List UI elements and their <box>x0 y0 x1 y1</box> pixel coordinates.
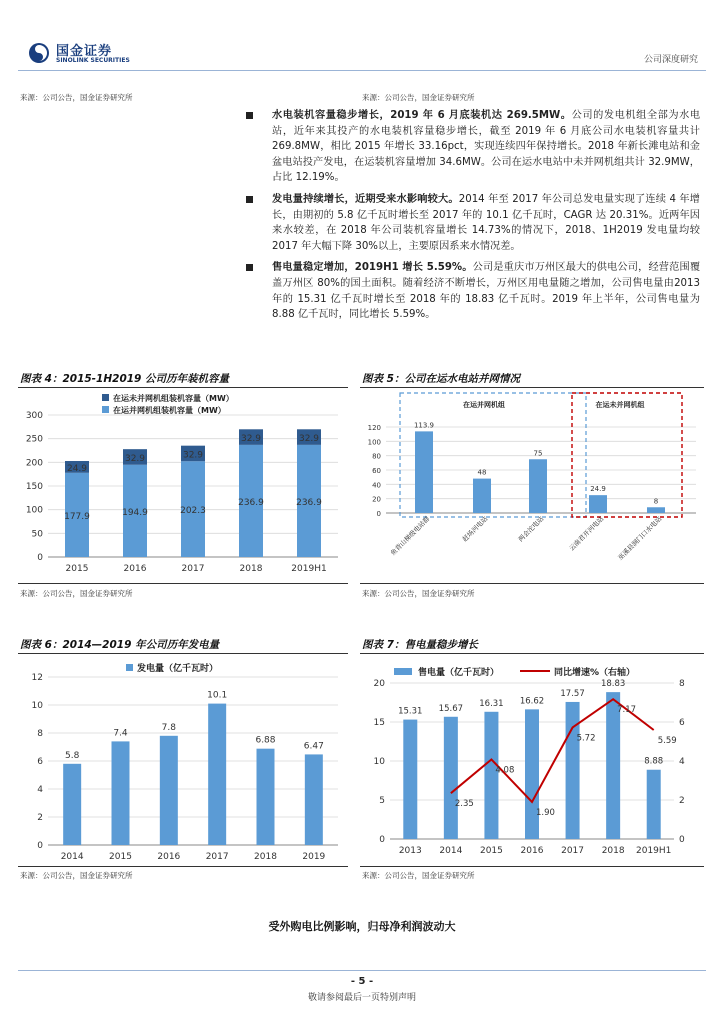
y-tick-label: 0 <box>379 835 385 845</box>
data-label: 15.31 <box>398 706 423 717</box>
y-tick-label: 80 <box>372 452 381 461</box>
data-label: 177.9 <box>64 511 90 522</box>
bar <box>208 704 226 845</box>
bar <box>63 764 81 845</box>
y-tick-label: 5 <box>379 796 385 806</box>
bar <box>529 459 547 513</box>
legend-swatch <box>126 664 133 671</box>
y-tick-label: 300 <box>25 411 43 421</box>
fig6-title-rule <box>18 653 348 654</box>
bullet-item <box>272 192 700 254</box>
group-label: 在运未并网机组 <box>595 401 645 409</box>
y2-tick-label: 2 <box>679 796 685 806</box>
data-label: 7.8 <box>161 722 176 733</box>
bullet-body: 公司的发电机组全部为水电站，近年来其投产的水电装机容量稳步增长，截至 2019 年 6 月底公司水电装机容量共计 269.8MW，相比 2015 年增长 33.16pct，实现连续四年保持增长。2018 年新长滩电站和金盆电站投产发电，在运装机容量增加 34.6MW。公司在运水电站中未并网机组共计 32.9MW，占比 12.19%。 <box>272 110 701 184</box>
y-tick-label: 6 <box>37 757 43 767</box>
data-label: 8.88 <box>644 756 664 767</box>
bar <box>647 770 661 839</box>
fig5-bottom-rule <box>360 583 704 584</box>
legend-label: 同比增速%（右轴） <box>554 668 636 678</box>
logo-text: 国金证券 <box>56 44 113 59</box>
bullet-heading: 水电装机容量稳步增长，2019 年 6 月底装机达 269.5MW。 <box>272 110 572 121</box>
bar <box>160 736 178 845</box>
y-tick-label: 250 <box>25 434 43 445</box>
y-tick-label: 40 <box>372 481 381 490</box>
fig4-bottom-rule <box>18 583 348 584</box>
bullet-square-icon <box>246 196 253 203</box>
legend-swatch <box>102 406 109 413</box>
group-label: 在运并网机组 <box>463 401 505 409</box>
data-label: 10.1 <box>207 690 228 701</box>
bullet-body: 2014 年至 2017 年公司总发电量实现了连续 4 年增长，由期初的 5.8 亿千瓦时增长至 2017 年的 10.1 亿千瓦时，CAGR 达 20.31%。近两年因来水较差，在 2018 年公司装机容量增长 14.73%的情况下，2018、1H2019 发电量均较 2017 年大幅下降 30%以上，主要原因系来水情况差。 <box>272 193 700 252</box>
y-tick-label: 120 <box>367 424 381 432</box>
x-tick-label: 2013 <box>398 846 422 856</box>
y-tick-label: 10 <box>31 701 43 711</box>
data-label: 236.9 <box>296 497 322 508</box>
bar <box>566 702 580 839</box>
x-tick-label: 2018 <box>601 846 625 856</box>
fig5-chart <box>360 389 704 581</box>
legend-swatch <box>102 394 109 401</box>
data-label: 24.9 <box>66 463 88 474</box>
logo-english-text: SINOLINK SECURITIES <box>56 57 130 64</box>
data-label: 236.9 <box>238 497 264 508</box>
y-tick-label: 60 <box>372 467 381 475</box>
x-tick-label: 2014 <box>439 846 463 856</box>
footer-divider <box>18 970 706 971</box>
bar <box>403 720 417 839</box>
company-logo-icon <box>28 42 50 64</box>
x-tick-label: 赶场河电站 <box>460 514 490 544</box>
fig4-title: 图表 4：2015-1H2019 公司历年装机容量 <box>20 373 230 385</box>
x-tick-label: 2019H1 <box>636 846 672 856</box>
y-tick-label: 50 <box>31 529 43 540</box>
x-tick-label: 巫溪县洞门口水电站 <box>616 514 664 562</box>
y-tick-label: 10 <box>373 757 385 767</box>
x-tick-label: 2017 <box>181 564 205 574</box>
line-data-label: 7.17 <box>617 705 637 716</box>
y2-tick-label: 6 <box>679 718 685 728</box>
x-tick-label: 2017 <box>561 846 585 856</box>
x-tick-label: 鱼背山梯级电站群 <box>388 514 432 558</box>
fig5-title: 图表 5：公司在运水电站并网情况 <box>362 373 520 385</box>
y-tick-label: 4 <box>37 785 43 795</box>
data-label: 48 <box>477 468 487 477</box>
x-tick-label: 2014 <box>60 852 84 862</box>
bullet-list <box>272 108 700 329</box>
x-tick-label: 2018 <box>254 852 277 862</box>
legend-label: 在运并网机组装机容量（MW） <box>113 406 226 415</box>
y-tick-label: 200 <box>25 458 43 469</box>
y-tick-label: 8 <box>37 729 43 739</box>
bar <box>257 749 275 845</box>
fig6-title: 图表 6：2014—2019 年公司历年发电量 <box>20 639 220 651</box>
y-tick-label: 100 <box>25 505 43 516</box>
fig7-bottom-rule <box>360 866 704 867</box>
top-left-source: 来源：公司公告，国金证券研究所 <box>20 93 133 102</box>
y-tick-label: 0 <box>37 841 43 851</box>
x-tick-label: 2016 <box>157 852 181 862</box>
footer-disclaimer: 敬请参阅最后一页特别声明 <box>307 993 416 1003</box>
bullet-body: 公司是重庆市万州区最大的供电公司，经营范围覆盖万州区 80%的国土面积。随着经济不断增长，万州区用电量随之增加，公司售电量由2013 年的 15.31 亿千瓦时增长至 2018 年的 18.83 亿千瓦时。2019 年上半年，公司售电量为 8.88 亿千瓦时，同比增长 5.59%。 <box>272 262 701 321</box>
bar <box>589 495 607 513</box>
legend-label: 在运未并网机组装机容量（MW） <box>113 394 234 403</box>
bullet-item <box>272 108 700 186</box>
y-tick-label: 0 <box>37 553 43 563</box>
fig6-bottom-rule <box>18 866 348 867</box>
data-label: 202.3 <box>180 506 206 517</box>
data-label: 17.57 <box>560 688 585 699</box>
line-data-label: 5.59 <box>657 735 677 746</box>
bullet-square-icon <box>246 112 253 119</box>
fig4-chart <box>18 389 350 581</box>
data-label: 8 <box>653 497 659 506</box>
data-label: 194.9 <box>122 507 148 518</box>
section-heading: 受外购电比例影响，归母净利润波动大 <box>268 920 456 933</box>
bullet-item <box>272 260 700 322</box>
data-label: 75 <box>533 449 543 458</box>
y-tick-label: 2 <box>37 813 43 823</box>
line-data-label: 1.90 <box>536 807 555 818</box>
x-tick-label: 两会沱电站 <box>516 514 546 544</box>
x-tick-label: 2016 <box>520 846 544 856</box>
data-label: 32.9 <box>124 453 146 464</box>
data-label: 113.9 <box>413 421 435 430</box>
data-label: 16.62 <box>519 696 545 707</box>
y-tick-label: 0 <box>376 510 381 518</box>
x-tick-label: 云南君开河电站 <box>567 514 606 553</box>
fig4-title-rule <box>18 387 348 388</box>
data-label: 7.4 <box>113 728 128 739</box>
line-data-label: 2.35 <box>454 799 474 810</box>
header-divider <box>18 70 706 71</box>
y-tick-label: 12 <box>31 673 43 683</box>
fig7-title-rule <box>360 653 704 654</box>
y-tick-label: 150 <box>25 482 43 492</box>
line-data-label: 4.08 <box>495 765 515 776</box>
x-tick-label: 2017 <box>205 852 229 862</box>
data-label: 32.9 <box>182 450 204 461</box>
data-label: 6.88 <box>255 735 276 746</box>
x-tick-label: 2016 <box>123 564 147 574</box>
fig7-source: 来源：公司公告，国金证券研究所 <box>362 871 475 880</box>
bar <box>473 479 491 513</box>
fig7-title: 图表 7：售电量稳步增长 <box>362 639 478 651</box>
bar <box>415 431 433 513</box>
bullet-square-icon <box>246 264 253 271</box>
y2-tick-label: 4 <box>679 757 685 767</box>
bar <box>112 741 130 845</box>
legend-label: 发电量（亿千瓦时） <box>137 664 219 674</box>
x-tick-label: 2015 <box>479 846 503 856</box>
data-label: 15.67 <box>438 703 464 714</box>
data-label: 18.83 <box>600 679 626 690</box>
fig5-source: 来源：公司公告，国金证券研究所 <box>362 589 475 598</box>
y2-tick-label: 0 <box>679 835 685 845</box>
bullet-heading: 售电量稳定增加，2019H1 增长 5.59%。 <box>272 262 473 274</box>
data-label: 16.31 <box>479 698 504 709</box>
y-tick-label: 20 <box>373 679 385 689</box>
y-tick-label: 100 <box>367 438 381 447</box>
data-label: 6.47 <box>303 741 324 752</box>
data-label: 24.9 <box>590 485 606 494</box>
bullet-heading: 发电量持续增长，近期受来水影响较大。 <box>272 193 459 205</box>
bar <box>525 709 539 839</box>
y2-tick-label: 8 <box>679 679 685 689</box>
legend-swatch <box>394 668 412 675</box>
bar <box>647 507 665 513</box>
fig6-chart <box>18 655 350 865</box>
data-label: 5.8 <box>65 750 80 761</box>
line-data-label: 5.72 <box>576 733 596 744</box>
data-label: 32.9 <box>298 434 320 445</box>
fig7-chart <box>360 655 704 865</box>
x-tick-label: 2015 <box>65 564 89 574</box>
x-tick-label: 2019 <box>302 852 326 862</box>
fig4-source: 来源：公司公告，国金证券研究所 <box>20 589 133 598</box>
fig6-source: 来源：公司公告，国金证券研究所 <box>20 871 133 880</box>
bar <box>305 754 323 845</box>
top-right-source: 来源：公司公告，国金证券研究所 <box>362 93 475 102</box>
y-tick-label: 20 <box>372 495 381 504</box>
y-tick-label: 15 <box>373 718 385 728</box>
report-type: 公司深度研究 <box>643 55 698 65</box>
bar <box>444 717 458 839</box>
x-tick-label: 2015 <box>109 852 132 862</box>
page-number: - 5 - <box>350 976 374 987</box>
legend-label: 售电量（亿千瓦时） <box>418 668 500 678</box>
x-tick-label: 2019H1 <box>291 564 327 574</box>
fig5-title-rule <box>360 387 704 388</box>
x-tick-label: 2018 <box>239 564 263 574</box>
data-label: 32.9 <box>240 434 262 445</box>
